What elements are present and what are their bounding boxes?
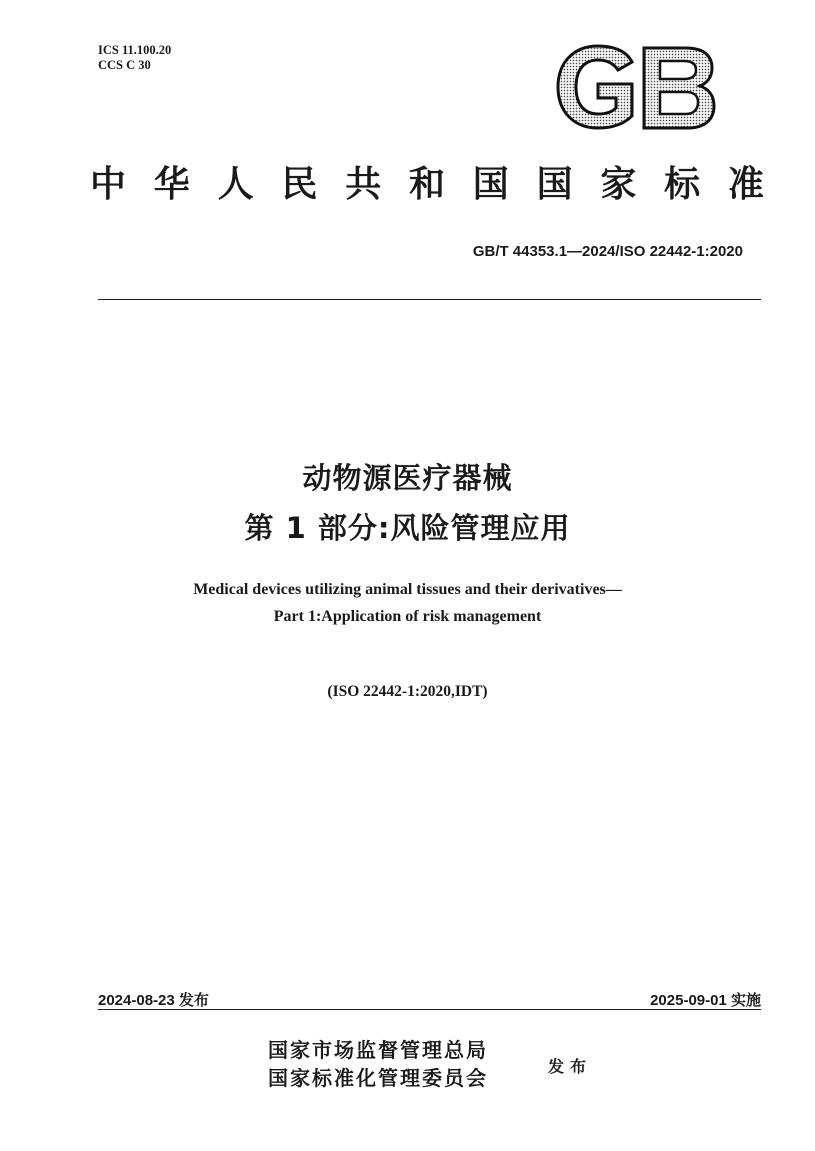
zh-title-line1: 动物源医疗器械: [302, 461, 513, 495]
en-title-line2: Part 1:Application of risk management: [273, 608, 542, 625]
national-standard-title: 中华人民共和国国家标准: [90, 163, 766, 205]
ics-code: ICS 11.100.20: [98, 43, 172, 57]
issuer-sac: 国家标准化管理委员会: [268, 1066, 488, 1090]
header-divider: [98, 299, 761, 300]
issuing-authorities: [268, 1036, 488, 1092]
classification-codes: [98, 43, 171, 73]
gb-logo-icon: [554, 44, 718, 130]
effective-date: 2025-09-01 实施: [650, 992, 761, 1009]
issuer-samr: 国家市场监督管理总局: [268, 1038, 488, 1062]
zh-title-line2: 第 1 部分:风险管理应用: [244, 511, 571, 545]
iso-equivalence: (ISO 22442-1:2020,IDT): [327, 683, 488, 700]
ccs-code: CCS C 30: [98, 58, 151, 72]
footer-divider: [98, 1009, 761, 1010]
standard-number: GB/T 44353.1—2024/ISO 22442-1:2020: [472, 243, 743, 260]
release-label: 发布: [548, 1057, 593, 1076]
issue-date: 2024-08-23 发布: [98, 992, 209, 1009]
en-title-line1: Medical devices utilizing animal tissues and their derivatives—: [193, 581, 622, 598]
